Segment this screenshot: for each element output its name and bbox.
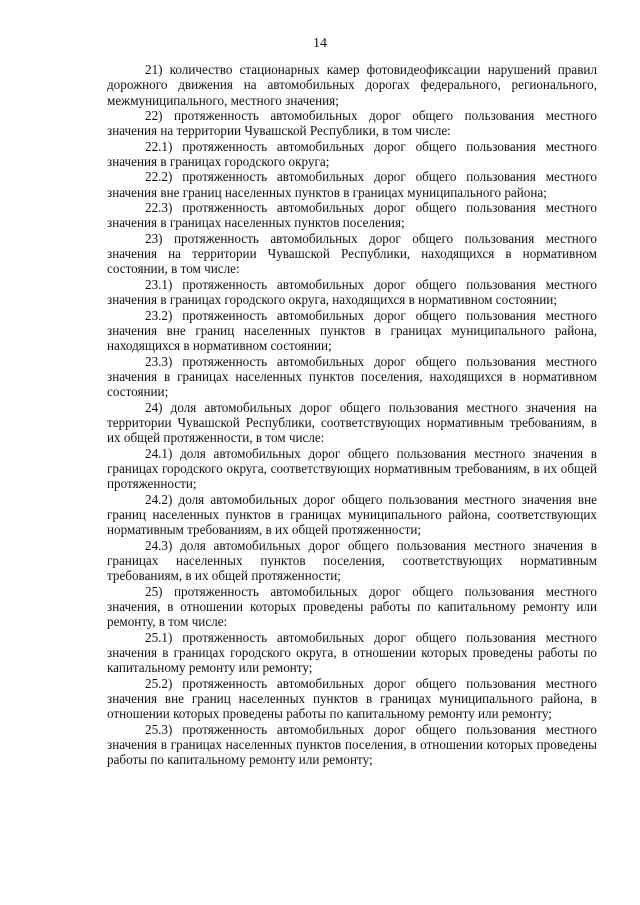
paragraph-21: 21) количество стационарных камер фотовидеофиксации нарушений правил дорожного движения на автомобильных дорогах федерального, регионального, межмуниципального, местного значения; [107, 62, 597, 108]
paragraph-23-1: 23.1) протяженность автомобильных дорог общего пользования местного значения в границах городского округа, находящихся в нормативном состоянии; [107, 276, 597, 308]
paragraph-25: 25) протяженность автомобильных дорог общего пользования местного значения, в отношении которых проведены работы по капитальному ремонту или ремонту, в том числе: [107, 583, 597, 630]
paragraph-24-3: 24.3) доля автомобильных дорог общего пользования местного значения в границах населенных пунктов поселения, соответствующих нормативным требованиям, в их общей протяженности; [107, 537, 597, 584]
page-number: 14 [313, 36, 327, 51]
paragraph-22-2: 22.2) протяженность автомобильных дорог общего пользования местного значения вне границ населенных пунктов в границах муниципального района; [107, 169, 597, 200]
paragraph-22: 22) протяженность автомобильных дорог общего пользования местного значения на территории Чувашской Республики, в том числе: [107, 108, 597, 139]
paragraph-25-2: 25.2) протяженность автомобильных дорог общего пользования местного значения вне границ населенных пунктов в границах муниципального района, в отношении которых проведены работы по капитальному ремонту или ремонту; [107, 675, 597, 722]
paragraph-22-1: 22.1) протяженность автомобильных дорог общего пользования местного значения в границах городского округа; [107, 138, 597, 170]
paragraph-24: 24) доля автомобильных дорог общего пользования местного значения на территории Чувашской Республики, соответствующих нормативным требованиям, в их общей протяженности, в том числе: [107, 399, 597, 446]
paragraph-24-1: 24.1) доля автомобильных дорог общего пользования местного значения в границах городского округа, соответствующих нормативным требованиям, в их общей протяженности; [107, 445, 597, 492]
paragraph-23: 23) протяженность автомобильных дорог общего пользования местного значения на территории Чувашской Республики, находящихся в нормативном состоянии, в том числе: [107, 230, 597, 277]
paragraph-25-3: 25.3) протяженность автомобильных дорог общего пользования местного значения в границах населенных пунктов поселения, в отношении которых проведены работы по капитальному ремонту или ремонту; [107, 721, 597, 768]
paragraph-23-2: 23.2) протяженность автомобильных дорог общего пользования местного значения вне границ населенных пунктов в границах муниципального района, находящихся в нормативном состоянии; [107, 307, 597, 354]
paragraph-24-2: 24.2) доля автомобильных дорог общего пользования местного значения вне границ населенных пунктов в границах муниципального района, соответствующих нормативным требованиям, в их общей протяженности; [107, 491, 597, 538]
document-body [107, 62, 597, 768]
paragraph-25-1: 25.1) протяженность автомобильных дорог общего пользования местного значения в границах городского округа, в отношении которых проведены работы по капитальному ремонту или ремонту; [107, 629, 597, 676]
paragraph-22-3: 22.3) протяженность автомобильных дорог общего пользования местного значения в границах населенных пунктов поселения; [107, 200, 597, 231]
paragraph-23-3: 23.3) протяженность автомобильных дорог общего пользования местного значения в границах населенных пунктов поселения, находящихся в нормативном состоянии; [107, 353, 597, 400]
